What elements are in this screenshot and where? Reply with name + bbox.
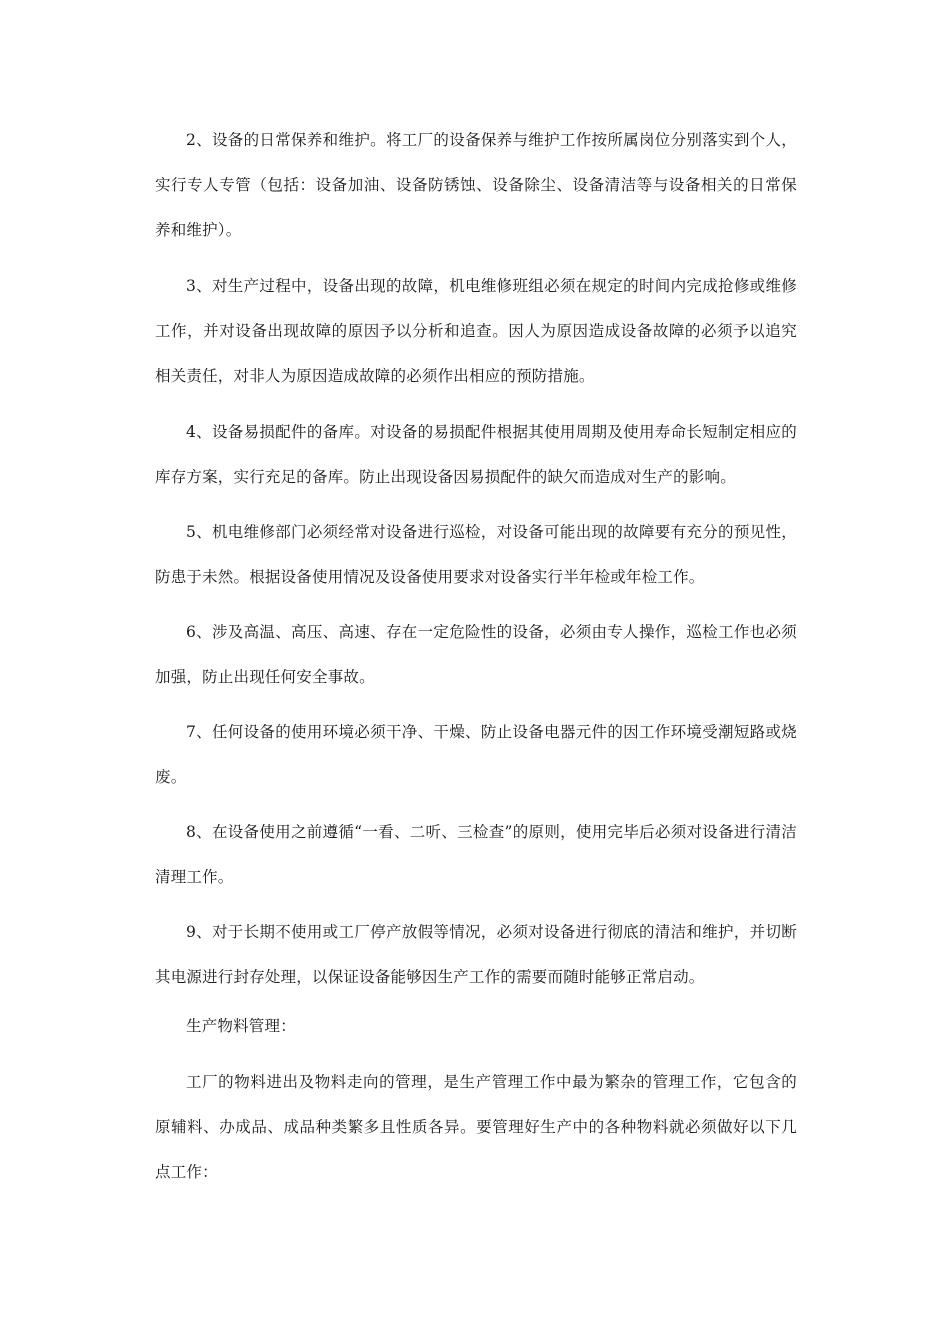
paragraph-item-8: 8、在设备使用之前遵循“一看、二听、三检查”的原则，使用完毕后必须对设备进行清洁清理工作。 <box>155 823 797 886</box>
paragraph-item-6: 6、涉及高温、高压、高速、存在一定危险性的设备，必须由专人操作，巡检工作也必须加强，防止出现任何安全事故。 <box>155 623 797 686</box>
section-intro-paragraph: 工厂的物料进出及物料走向的管理，是生产管理工作中最为繁杂的管理工作，它包含的原辅料、办成品、成品种类繁多且性质各异。要管理好生产中的各种物料就必须做好以下几点工作： <box>155 1073 797 1181</box>
paragraph-item-9: 9、对于长期不使用或工厂停产放假等情况，必须对设备进行彻底的清洁和维护，并切断其电源进行封存处理，以保证设备能够因生产工作的需要而随时能够正常启动。 <box>155 923 797 986</box>
paragraph-item-2: 2、设备的日常保养和维护。将工厂的设备保养与维护工作按所属岗位分别落实到个人，实行专人专管（包括：设备加油、设备防锈蚀、设备除尘、设备清洁等与设备相关的日常保养和维护）。 <box>155 131 797 239</box>
paragraph-item-4: 4、设备易损配件的备库。对设备的易损配件根据其使用周期及使用寿命长短制定相应的库存方案，实行充足的备库。防止出现设备因易损配件的缺欠而造成对生产的影响。 <box>155 423 797 486</box>
section-heading: 生产物料管理： <box>186 1017 296 1035</box>
paragraph-item-5: 5、机电维修部门必须经常对设备进行巡检，对设备可能出现的故障要有充分的预见性，防患于未然。根据设备使用情况及设备使用要求对设备实行半年检或年检工作。 <box>155 523 797 586</box>
paragraph-item-7: 7、任何设备的使用环境必须干净、干燥、防止设备电器元件的因工作环境受潮短路或烧废。 <box>155 723 797 786</box>
paragraph-item-3: 3、对生产过程中，设备出现的故障，机电维修班组必须在规定的时间内完成抢修或维修工作，并对设备出现故障的原因予以分析和追查。因人为原因造成设备故障的必须予以追究相关责任，对非人为原因造成故障的必须作出相应的预防措施。 <box>155 277 797 385</box>
